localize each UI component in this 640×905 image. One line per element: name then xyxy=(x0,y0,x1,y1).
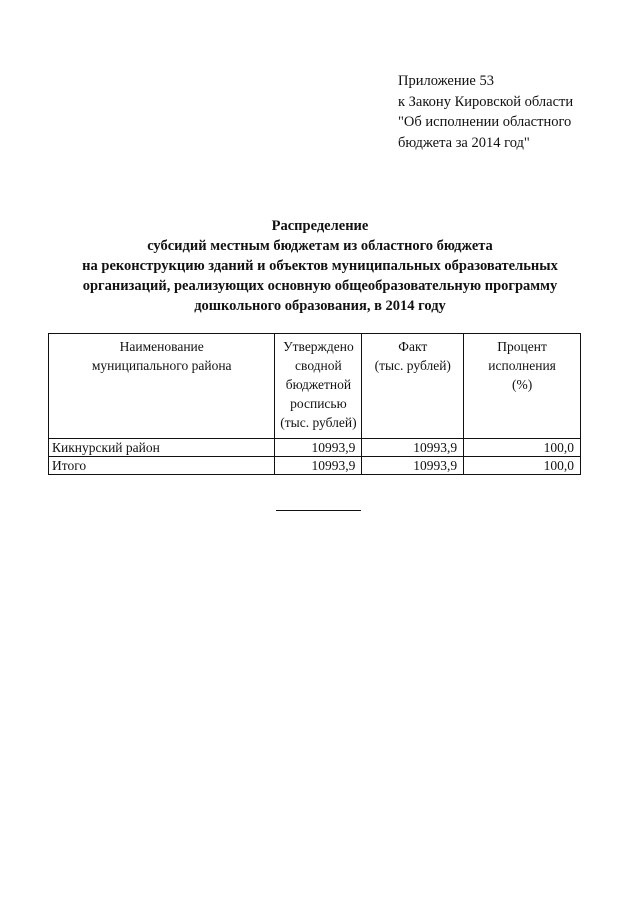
header-text: Факт xyxy=(398,339,428,354)
cell-fact: 10993,9 xyxy=(362,457,464,475)
header-text: муниципального района xyxy=(91,358,232,373)
title-line-1: Распределение xyxy=(271,218,369,234)
subsidy-table xyxy=(48,333,581,475)
header-text: сводной xyxy=(295,358,342,373)
header-text: Утверждено xyxy=(283,339,354,354)
header-fact xyxy=(362,334,464,439)
header-text: (тыс. рублей) xyxy=(374,358,451,373)
appendix-line-1: Приложение 53 xyxy=(398,73,494,89)
header-text: исполнения xyxy=(488,358,556,373)
header-text: Наименование xyxy=(119,339,204,354)
cell-district: Кикнурский район xyxy=(49,439,275,457)
header-text: Процент xyxy=(497,339,547,354)
cell-percent: 100,0 xyxy=(464,457,581,475)
header-text: росписью xyxy=(290,396,347,411)
title-line-3: на реконструкцию зданий и объектов муниципальных образовательных xyxy=(82,258,558,274)
end-divider xyxy=(276,510,361,511)
header-text: бюджетной xyxy=(285,377,352,392)
header-approved xyxy=(275,334,362,439)
cell-district: Итого xyxy=(49,457,275,475)
header-text: (%) xyxy=(511,377,533,392)
header-district-name xyxy=(49,334,275,439)
title-line-5: дошкольного образования, в 2014 году xyxy=(194,298,446,314)
appendix-line-4: бюджета за 2014 год" xyxy=(398,134,530,151)
appendix-header xyxy=(398,71,628,153)
table-row xyxy=(49,439,581,457)
appendix-line-3: "Об исполнении областного xyxy=(398,114,572,130)
header-text: (тыс. рублей) xyxy=(280,415,357,430)
cell-percent: 100,0 xyxy=(464,439,581,457)
cell-approved: 10993,9 xyxy=(275,457,362,475)
title-line-4: организаций, реализующих основную общеобразовательную программу xyxy=(82,278,558,294)
cell-approved: 10993,9 xyxy=(275,439,362,457)
document-title xyxy=(20,216,620,316)
title-line-2: субсидий местным бюджетам из областного бюджета xyxy=(147,238,493,254)
header-percent xyxy=(464,334,581,439)
table-total-row xyxy=(49,457,581,475)
table-header-row xyxy=(49,334,581,439)
cell-fact: 10993,9 xyxy=(362,439,464,457)
appendix-line-2: к Закону Кировской области xyxy=(398,93,574,110)
